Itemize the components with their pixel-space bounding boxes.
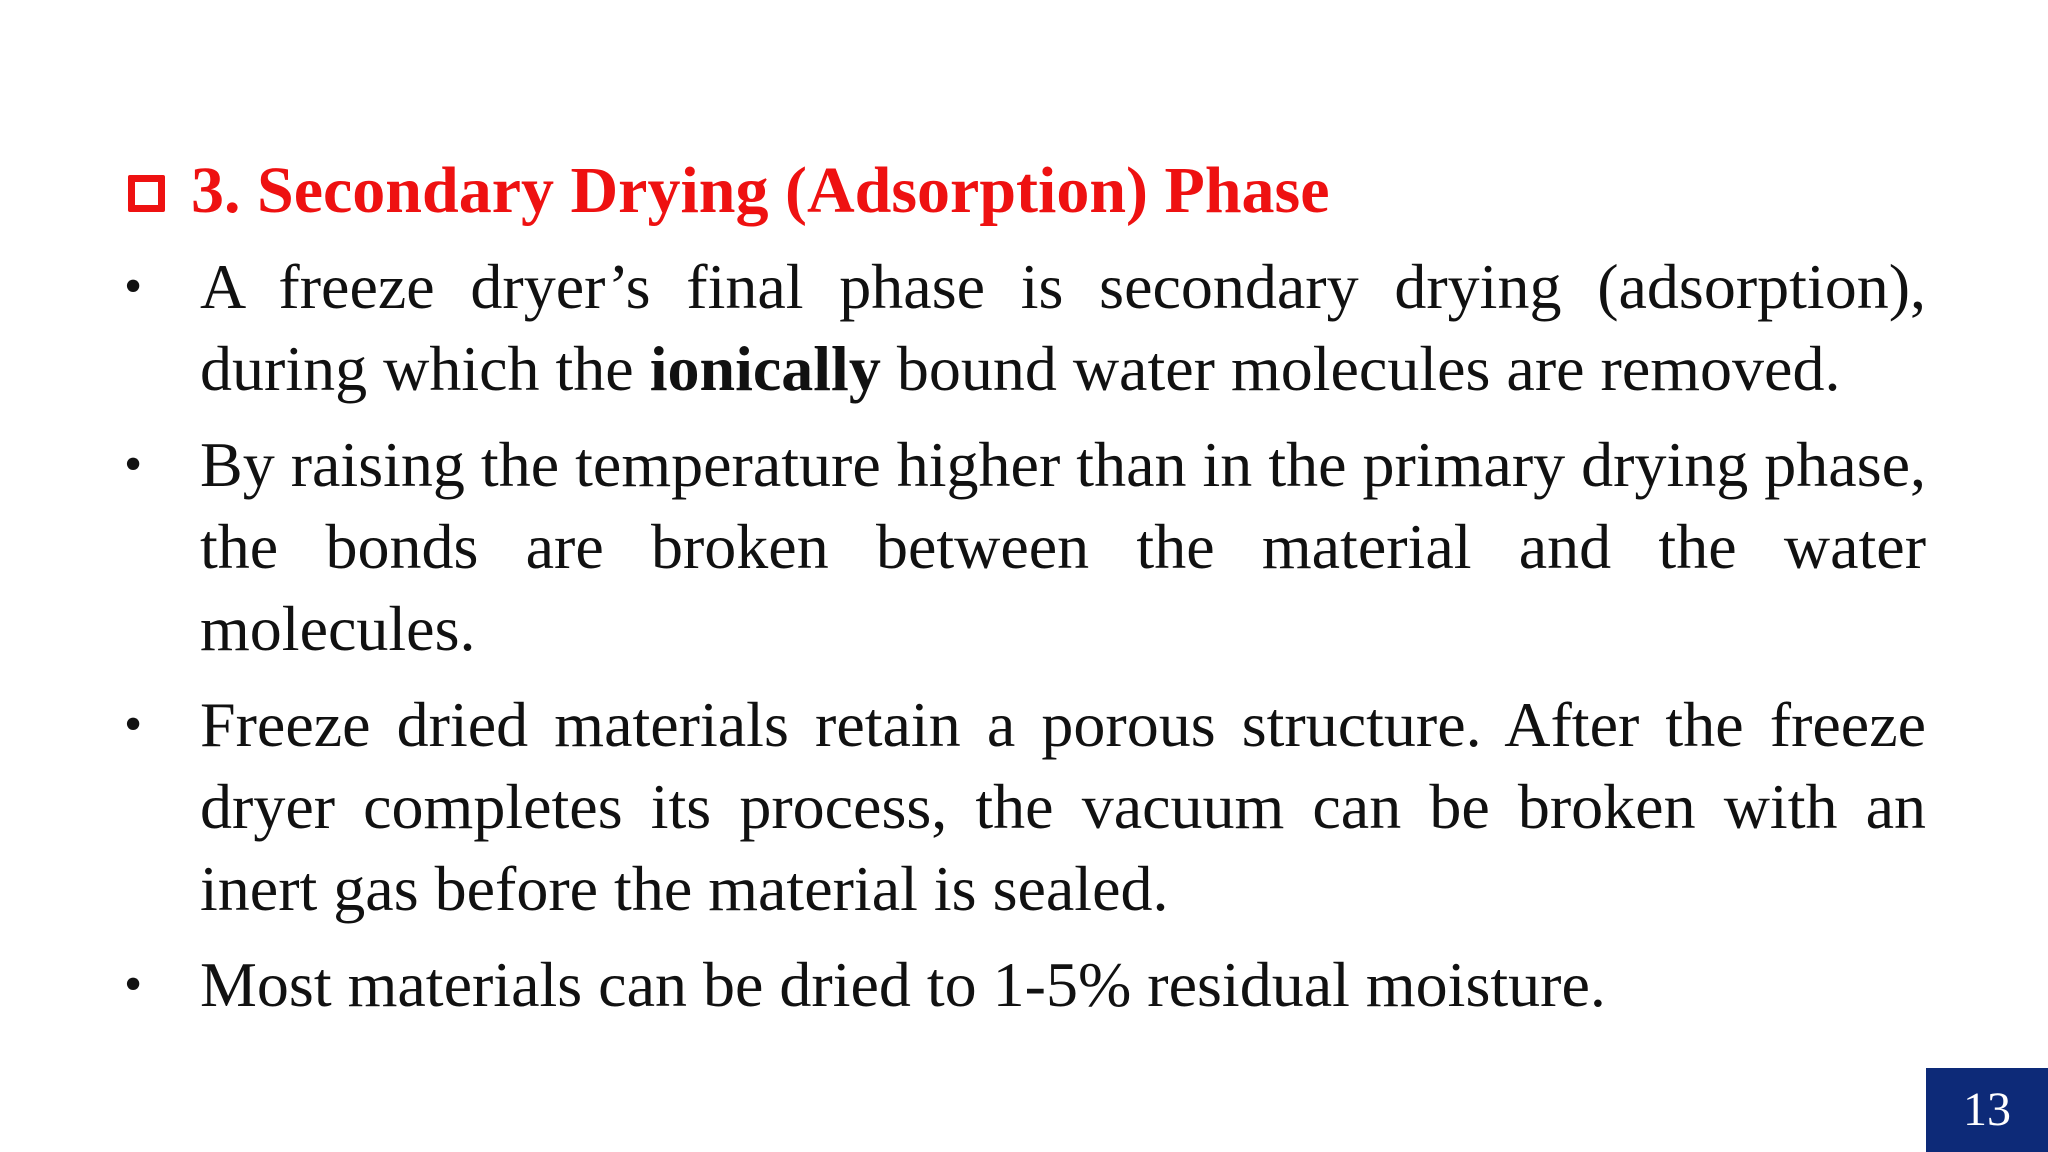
bullet-dot-icon: • <box>124 258 143 315</box>
bullet-text: A freeze dryer’s final phase is secondary drying (adsorption), during which the <box>200 251 1926 404</box>
page-number: 13 <box>1926 1068 2048 1152</box>
bullet-text: Most materials can be dried to 1-5% residual moisture. <box>200 949 1606 1020</box>
bullet-item-4 <box>120 944 1926 1026</box>
bullet-dot-icon: • <box>124 696 143 753</box>
bullet-item-3 <box>120 684 1926 930</box>
bullet-dot-icon: • <box>124 436 143 493</box>
bullet-item-1 <box>120 246 1926 410</box>
slide-heading <box>128 146 1330 236</box>
bullet-dot-icon: • <box>124 956 143 1013</box>
bullet-list <box>120 246 1926 1040</box>
bullet-text: By raising the temperature higher than in the primary drying phase, the bonds are broken between the material and the water molecules. <box>200 429 1926 664</box>
bold-term: ionically <box>649 333 881 404</box>
heading-text: 3. Secondary Drying (Adsorption) Phase <box>191 154 1330 227</box>
bullet-text: Freeze dried materials retain a porous structure. After the freeze dryer completes its process, the vacuum can be broken with an inert gas before the material is sealed. <box>200 689 1926 924</box>
bullet-text-continued: bound water molecules are removed. <box>880 333 1841 404</box>
bullet-item-2 <box>120 424 1926 670</box>
checkbox-icon <box>128 175 165 212</box>
